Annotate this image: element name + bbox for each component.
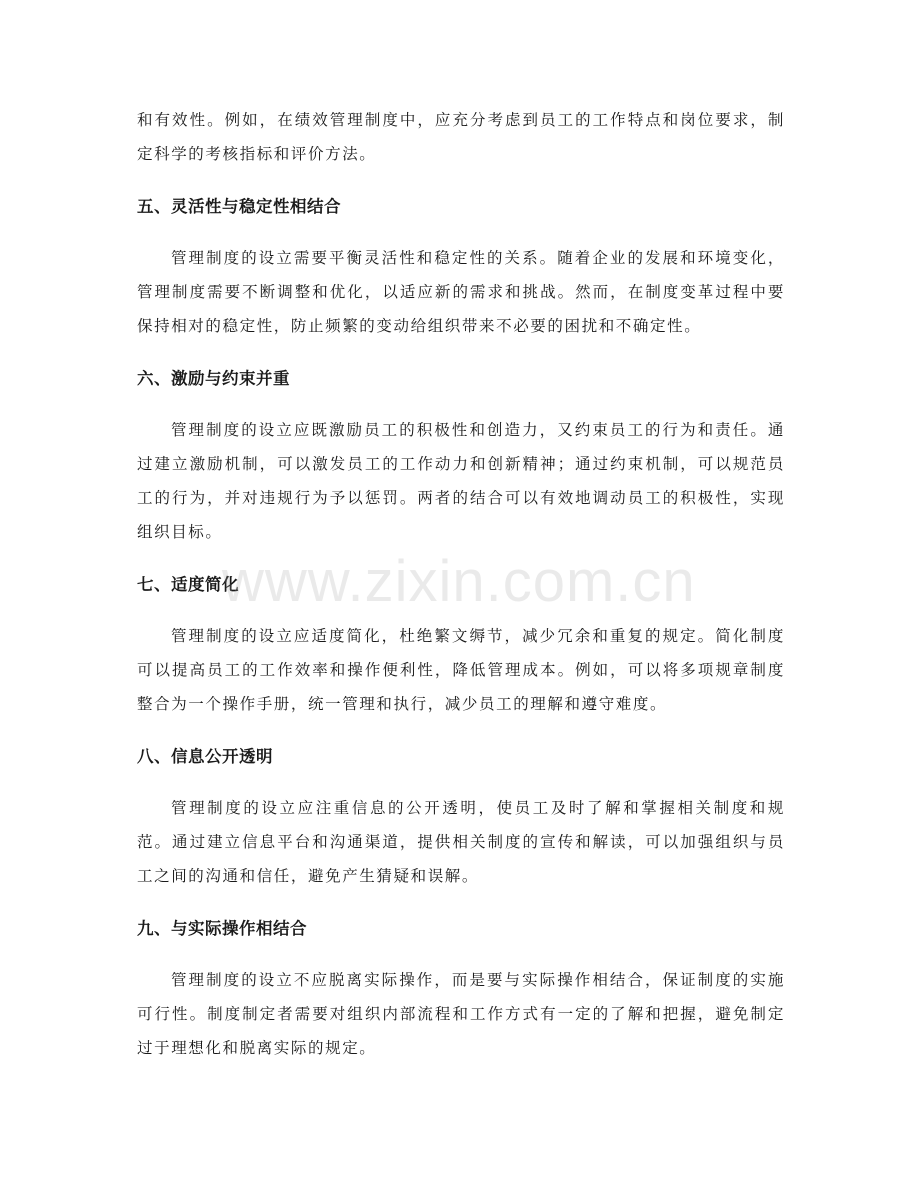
section-body-8: 管理制度的设立应注重信息的公开透明，使员工及时了解和掌握相关制度和规范。通过建立信息平台和沟通渠道，提供相关制度的宣传和解读，可以加强组织与员工之间的沟通和信任，避免产生猜疑和误解。 xyxy=(137,799,785,885)
section-heading-7: 七、适度简化 xyxy=(137,575,239,594)
section-heading-8: 八、信息公开透明 xyxy=(137,747,273,766)
section-heading-6: 六、激励与约束并重 xyxy=(137,369,290,388)
watermark: www.zixin.com.cn xyxy=(222,549,696,614)
intro-paragraph: 和有效性。例如，在绩效管理制度中，应充分考虑到员工的工作特点和岗位要求，制定科学的考核指标和评价方法。 xyxy=(137,111,785,163)
section-body-6: 管理制度的设立应既激励员工的积极性和创造力，又约束员工的行为和责任。通过建立激励机制，可以激发员工的工作动力和创新精神；通过约束机制，可以规范员工的行为，并对违规行为予以惩罚。两者的结合可以有效地调动员工的积极性，实现组织目标。 xyxy=(137,421,785,541)
section-body-9: 管理制度的设立不应脱离实际操作，而是要与实际操作相结合，保证制度的实施可行性。制度制定者需要对组织内部流程和工作方式有一定的了解和把握，避免制定过于理想化和脱离实际的规定。 xyxy=(137,971,785,1057)
document-content xyxy=(137,103,785,1065)
section-body-5: 管理制度的设立需要平衡灵活性和稳定性的关系。随着企业的发展和环境变化，管理制度需要不断调整和优化，以适应新的需求和挑战。然而，在制度变革过程中要保持相对的稳定性，防止频繁的变动给组织带来不必要的困扰和不确定性。 xyxy=(137,249,785,335)
section-heading-5: 五、灵活性与稳定性相结合 xyxy=(137,197,341,216)
section-body-7: 管理制度的设立应适度简化，杜绝繁文缛节，减少冗余和重复的规定。简化制度可以提高员工的工作效率和操作便利性，降低管理成本。例如，可以将多项规章制度整合为一个操作手册，统一管理和执行，减少员工的理解和遵守难度。 xyxy=(137,627,785,713)
section-heading-9: 九、与实际操作相结合 xyxy=(137,919,307,938)
